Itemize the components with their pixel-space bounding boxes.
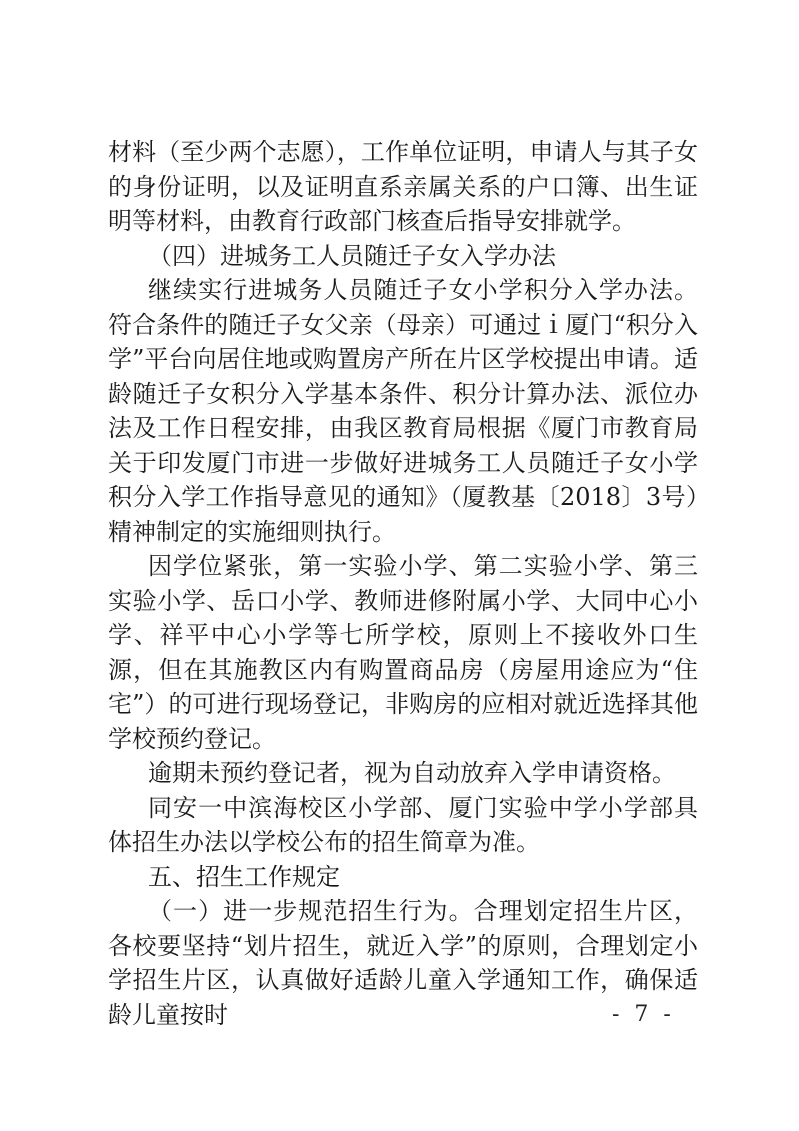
body-text (108, 135, 698, 1032)
paragraph-points-admission: 继续实行进城务人员随迁子女小学积分入学办法。符合条件的随迁子女父亲（母亲）可通过ｉ厦门“积分入学”平台向居住地或购置房产所在片区学校提出申请。适龄随迁子女积分入学基本条件、积分计算办法、派位办法及工作日程安排，由我区教育局根据《厦门市教育局关于印发厦门市进一步做好进城务工人员随迁子女小学积分入学工作指导意见的通知》（厦教基〔2018〕3号）精神制定的实施细则执行。 (108, 276, 698, 546)
paragraph-regulations: （一）进一步规范招生行为。合理划定招生片区，各校要坚持“划片招生，就近入学”的原则，合理划定小学招生片区，认真做好适龄儿童入学通知工作，确保适龄儿童按时 (108, 897, 698, 1029)
section-heading: 五、招生工作规定 (148, 862, 340, 891)
paragraph-continuation: 材料（至少两个志愿），工作单位证明，申请人与其子女的身份证明，以及证明直系亲属关系的户口簿、出生证明等材料，由教育行政部门核查后指导安排就学。 (108, 138, 698, 235)
paragraph-other-schools: 同安一中滨海校区小学部、厦门实验中学小学部具体招生办法以学校公布的招生简章为准。 (108, 793, 698, 856)
paragraph-school-limits: 因学位紧张，第一实验小学、第二实验小学、第三实验小学、岳口小学、教师进修附属小学、大同中心小学、祥平中心小学等七所学校，原则上不接收外口生源，但在其施教区内有购置商品房（房屋用途应为“住宅”）的可进行现场登记，非购房的应相对就近选择其他学校预约登记。 (108, 552, 698, 753)
page-number: - 7 - (612, 1002, 675, 1027)
paragraph-overdue: 逾期未预约登记者，视为自动放弃入学申请资格。 (148, 759, 676, 787)
subheading-four: （四）进城务工人员随迁子女入学办法 (148, 241, 556, 270)
